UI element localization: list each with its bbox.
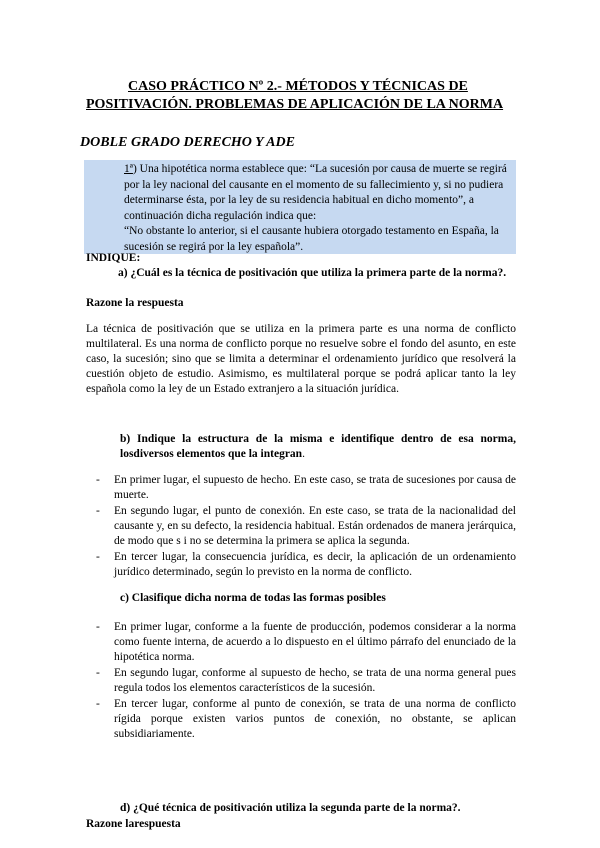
title-line-2: POSITIVACIÓN. PROBLEMAS DE APLICACIÓN DE LA NORMA — [86, 97, 504, 112]
list-c-item-2: En segundo lugar, conforme al supuesto de hecho, se trata de una norma general pues regula todos los elementos característicos de la sucesión. — [114, 667, 516, 694]
statement-intro: ) Una hipotética norma establece que: “La sucesión por causa de muerte se regirá por la ley nacional del causante en el momento de su fallecimiento y, si no pudiera determinarse ésta, por la ley de su residencia habitual en dicho momento”, a continuación dicha regulación indica que: — [124, 163, 507, 222]
list-item — [86, 620, 516, 665]
answer-a-text: La técnica de positivación que se utiliza en la primera parte es una norma de conflicto multilateral. Es una norma de conflicto porque no resuelve sobre el fondo del asunto, en este caso, la sucesión; sino que se limita a determinar el ordenamiento jurídico que resolverá la cuestión objeto de estudio. Asimismo, es multilateral porque se podrá aplicar tanto la ley española como la ley de un Estado extranjero a la situación jurídica. — [86, 323, 516, 395]
statement-number: 1ª — [124, 163, 133, 175]
dash-bullet: - — [96, 474, 100, 486]
dash-bullet: - — [96, 698, 100, 710]
question-b-text: b) Indique la estructura de la misma e identifique dentro de esa norma, losdiversos elementos que la integran — [120, 433, 516, 460]
question-b-end: . — [302, 448, 305, 460]
statement-second: “No obstante lo anterior, si el causante hubiera otorgado testamento en España, la sucesión se regirá por la ley española”. — [124, 225, 499, 253]
dash-bullet: - — [96, 505, 100, 517]
list-item — [86, 666, 516, 696]
question-c: c) Clasifique dicha norma de todas las formas posibles — [120, 592, 386, 604]
list-b-item-2: En segundo lugar, el punto de conexión. En este caso, se trata de la nacionalidad del causante y, en su defecto, la residencia habitual. Están ordenados de manera jerárquica, de modo que s i no se determina la primera se aplica la segunda. — [114, 505, 516, 547]
razone-label-1: Razone la respuesta — [86, 297, 184, 309]
list-item — [86, 697, 516, 742]
dash-bullet: - — [96, 621, 100, 633]
list-c-item-1: En primer lugar, conforme a la fuente de producción, podemos considerar a la norma como fuente interna, de acuerdo a lo dispuesto en el último párrafo del enunciado de la hipotética norma. — [114, 621, 516, 663]
subtitle: DOBLE GRADO DERECHO Y ADE — [80, 135, 295, 150]
question-b — [86, 432, 516, 462]
dash-bullet: - — [96, 551, 100, 563]
question-d: d) ¿Qué técnica de positivación utiliza la segunda parte de la norma?. — [120, 802, 461, 814]
question-a: a) ¿Cuál es la técnica de positivación que utiliza la primera parte de la norma?. — [118, 267, 507, 279]
list-item — [86, 550, 516, 580]
indique-heading: INDIQUE: — [86, 252, 141, 264]
dash-bullet: - — [96, 667, 100, 679]
list-c — [86, 620, 516, 743]
list-c-item-3: En tercer lugar, conforme al punto de conexión, se trata de una norma de conflicto rígida porque existen varios puntos de conexión, no obstante, se aplican subsidiariamente. — [114, 698, 516, 740]
razone-label-2: Razone larespuesta — [86, 818, 181, 830]
list-b — [86, 473, 516, 581]
statement-text — [86, 162, 516, 255]
page-title — [86, 78, 514, 114]
list-b-item-1: En primer lugar, el supuesto de hecho. En este caso, se trata de sucesiones por causa de muerte. — [114, 474, 516, 501]
list-item — [86, 473, 516, 503]
list-item — [86, 504, 516, 549]
list-b-item-3: En tercer lugar, la consecuencia jurídica, es decir, la aplicación de un ordenamiento jurídico determinado, según lo previsto en la norma de conflicto. — [114, 551, 516, 578]
title-line-1: CASO PRÁCTICO Nº 2.- MÉTODOS Y TÉCNICAS DE — [128, 79, 468, 94]
answer-a — [86, 322, 516, 397]
